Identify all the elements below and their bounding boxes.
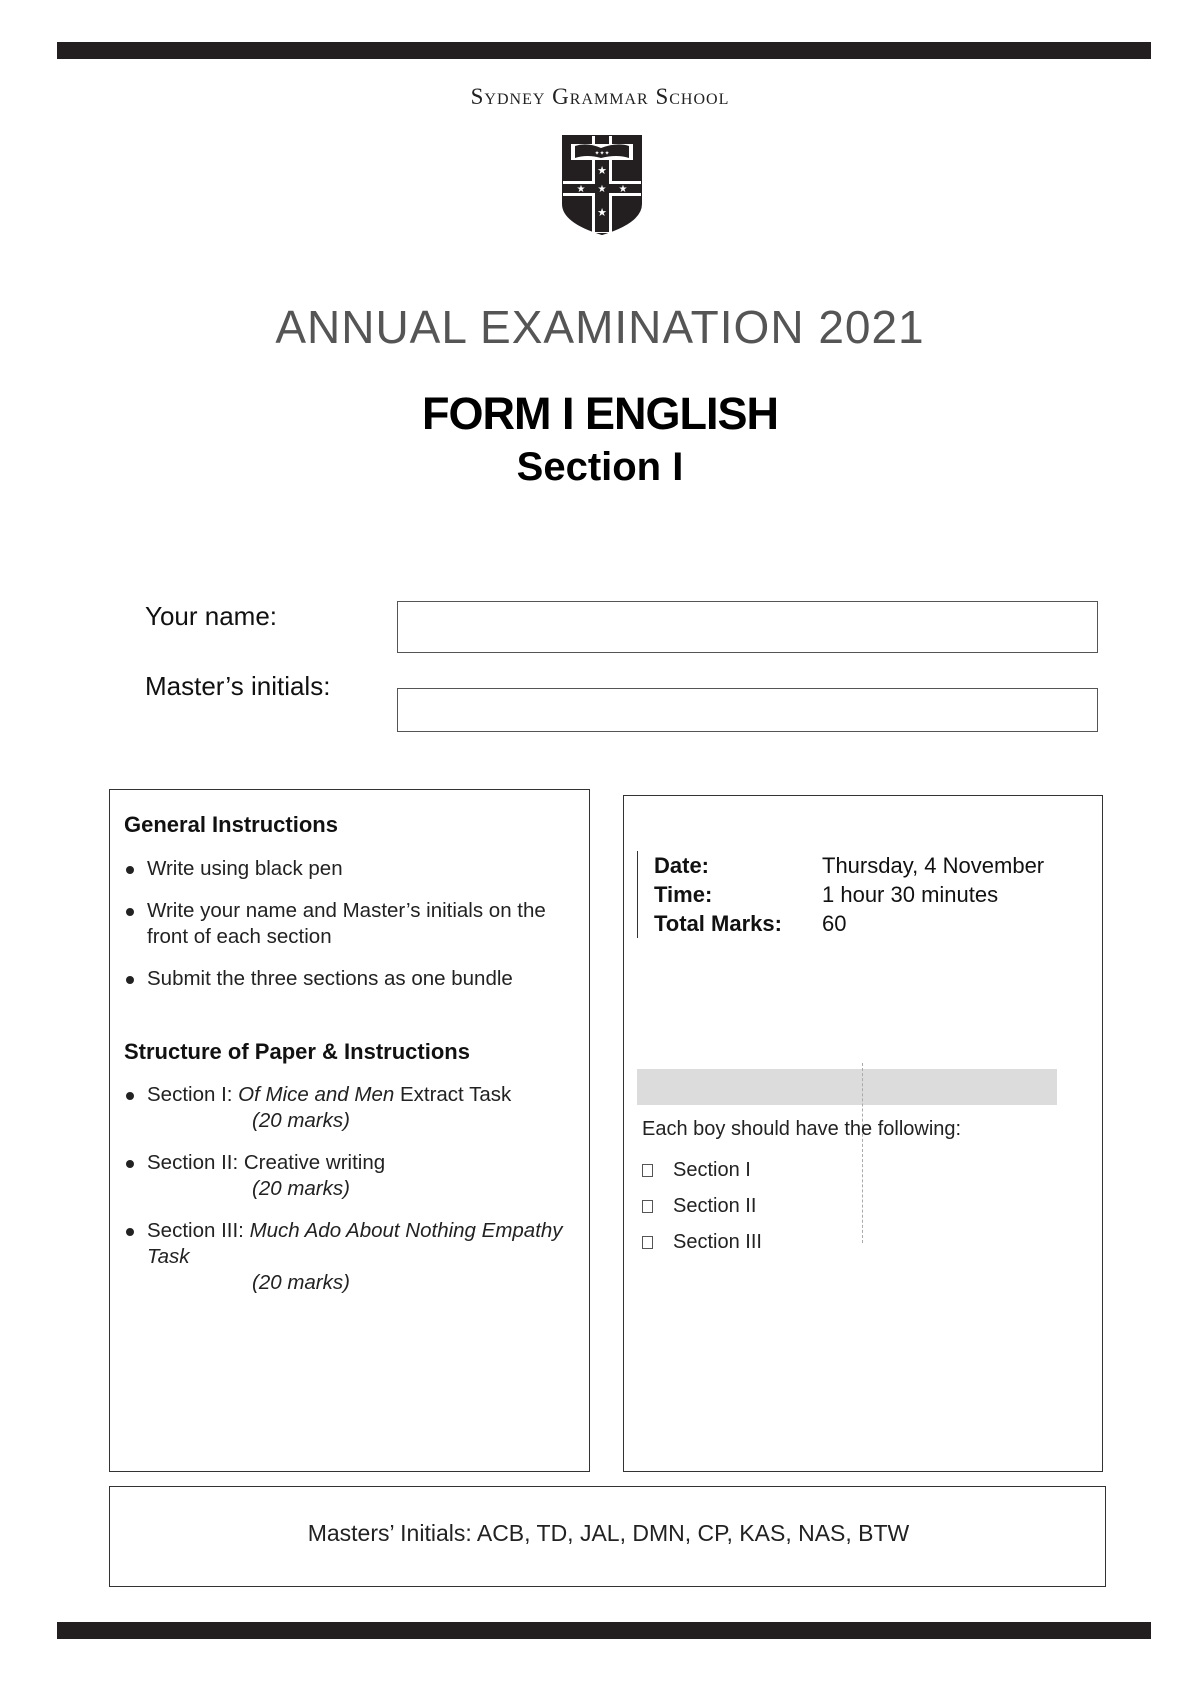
grey-band [637,1069,1057,1105]
general-instructions-heading: General Instructions [124,812,338,837]
details-panel [623,795,1103,1472]
dashed-divider [862,1063,863,1243]
masters-initials: Masters’ Initials: ACB, TD, JAL, DMN, CP, KAS, NAS, BTW [307,1520,910,1546]
time-row: Time: 1 hour 30 minutes [654,882,999,907]
total-marks-row: Total Marks: 60 [654,911,847,936]
name-field[interactable] [397,601,1098,653]
subject-title: FORM I ENGLISH [422,388,778,439]
initials-label: Master’s initials: [145,671,331,701]
exam-details [637,851,1044,938]
svg-text:★: ★ [618,184,628,195]
svg-text:★: ★ [597,207,607,219]
bottom-rule [57,1622,1151,1639]
school-name: Sydney Grammar School [470,84,730,109]
svg-text:★: ★ [597,184,607,195]
bullet-icon [126,1228,134,1236]
date-row: Date: Thursday, 4 November [654,853,1045,878]
list-item: Section II: Creative writing (20 marks) [124,1150,579,1202]
marks-label: (20 marks) [252,1271,350,1294]
initials-field[interactable] [397,688,1098,732]
list-item: Section III: Much Ado About Nothing Empathy Task (20 marks) [124,1218,579,1296]
list-item: Submit the three sections as one bundle [124,966,579,992]
masters-panel [109,1486,1106,1587]
list-item: Section I: Of Mice and Men Extract Task (20 marks) [124,1082,579,1134]
list-item: Section II [642,1188,762,1224]
list-item: Section III [642,1224,762,1260]
school-crest-icon [561,134,643,236]
checkbox-icon[interactable] [642,1164,653,1177]
checklist-heading: Each boy should have the following: [642,1118,962,1140]
top-rule [57,42,1151,59]
list-item: Write using black pen [124,856,579,882]
list-item: Write your name and Master’s initials on the front of each section [124,898,579,950]
section-checklist [642,1152,762,1260]
marks-label: (20 marks) [252,1177,350,1200]
structure-heading: Structure of Paper & Instructions [124,1039,470,1064]
general-instructions-list [124,856,579,1008]
name-label: Your name: [145,601,278,631]
instructions-panel [109,789,590,1472]
marks-label: (20 marks) [252,1109,350,1132]
svg-text:✦✦✦: ✦✦✦ [594,150,610,157]
checkbox-icon[interactable] [642,1200,653,1213]
bullet-icon [126,866,134,874]
svg-text:★: ★ [597,165,607,177]
list-item: Section I [642,1152,762,1188]
svg-text:★: ★ [576,184,586,195]
bullet-icon [126,908,134,916]
bullet-icon [126,1160,134,1168]
exam-title: ANNUAL EXAMINATION 2021 [275,301,925,353]
section-title: Section I [516,445,684,489]
checkbox-icon[interactable] [642,1236,653,1249]
bullet-icon [126,976,134,984]
structure-list [124,1082,579,1312]
bullet-icon [126,1092,134,1100]
